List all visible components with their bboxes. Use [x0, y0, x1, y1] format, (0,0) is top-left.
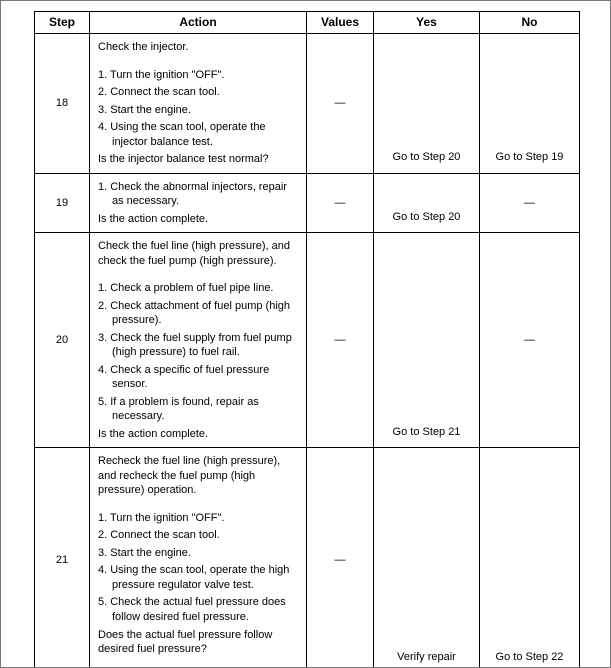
action-item: 4. Check a specific of fuel pressure sensor. [98, 363, 270, 391]
values-cell: — [307, 233, 374, 448]
no-cell: Go to Step 19 [480, 34, 580, 174]
no-cell: — [480, 233, 580, 448]
yes-cell: Go to Step 21 [374, 233, 480, 448]
step-number: 21 [35, 448, 90, 668]
action-item: 4. Using the scan tool, operate the high pressure regulator valve test. [98, 564, 290, 591]
step-number: 19 [35, 173, 90, 233]
yes-cell: Verify repair [374, 448, 480, 668]
action-question: Does the actual fuel pressure follow desired fuel pressure? [98, 628, 273, 656]
action-item: 2. Connect the scan tool. [98, 529, 220, 542]
action-item: 3. Start the engine. [98, 103, 191, 116]
table-row [35, 233, 580, 448]
action-intro: Recheck the fuel line (high pressure), and recheck the fuel pump (high pressure) operation. [98, 455, 281, 497]
action-cell [90, 448, 307, 668]
step-number: 20 [35, 233, 90, 448]
action-question: Is the injector balance test normal? [98, 153, 269, 166]
action-intro: Check the fuel line (high pressure), and check the fuel pump (high pressure). [98, 240, 290, 267]
action-item: 1. Turn the ignition "OFF". [98, 68, 225, 81]
table-row [35, 34, 580, 174]
yes-cell: Go to Step 20 [374, 173, 480, 233]
table-row [35, 173, 580, 233]
action-item: 1. Check the abnormal injectors, repair as necessary. [98, 180, 287, 208]
no-cell: Go to Step 22 [480, 448, 580, 668]
values-cell: — [307, 34, 374, 174]
table-row [35, 448, 580, 668]
action-cell [90, 233, 307, 448]
values-cell: — [307, 173, 374, 233]
column-header-yes: Yes [374, 12, 480, 34]
action-item: 2. Connect the scan tool. [98, 86, 220, 99]
header-row [35, 12, 580, 34]
diagnostic-steps-table [34, 11, 580, 668]
action-item: 3. Check the fuel supply from fuel pump (high pressure) to fuel rail. [98, 331, 292, 359]
action-cell [90, 34, 307, 174]
action-cell [90, 173, 307, 233]
column-header-step: Step [35, 12, 90, 34]
action-item: 1. Check a problem of fuel pipe line. [98, 282, 274, 295]
values-cell: — [307, 448, 374, 668]
action-intro: Check the injector. [98, 41, 189, 53]
no-cell: — [480, 173, 580, 233]
action-item: 5. Check the actual fuel pressure does follow desired fuel pressure. [98, 596, 286, 623]
action-item: 3. Start the engine. [98, 546, 191, 559]
action-item: 5. If a problem is found, repair as necessary. [98, 395, 259, 423]
action-item: 2. Check attachment of fuel pump (high pressure). [98, 299, 290, 327]
action-question: Is the action complete. [98, 427, 209, 440]
action-question: Is the action complete. [98, 212, 209, 225]
step-number: 18 [35, 34, 90, 174]
yes-cell: Go to Step 20 [374, 34, 480, 174]
column-header-no: No [480, 12, 580, 34]
column-header-action: Action [90, 12, 307, 34]
column-header-values: Values [307, 12, 374, 34]
action-item: 4. Using the scan tool, operate the injector balance test. [98, 121, 266, 148]
action-item: 1. Turn the ignition "OFF". [98, 511, 225, 524]
